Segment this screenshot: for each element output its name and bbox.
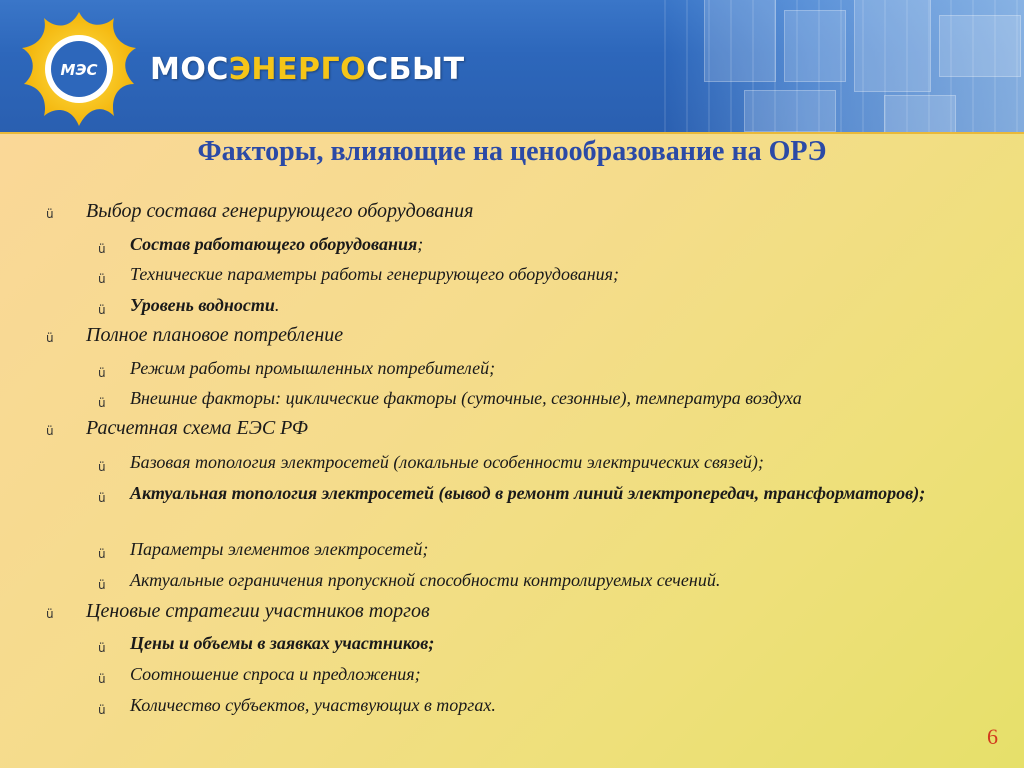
check-bullet-icon: ü — [46, 207, 54, 221]
brand-wordmark — [150, 52, 465, 87]
sub-bullet-item — [98, 537, 950, 561]
check-bullet-icon: ü — [98, 491, 106, 505]
page-number: 6 — [987, 724, 998, 749]
check-bullet-icon: ü — [98, 641, 106, 655]
bullet-text: Выбор состава генерирующего оборудования — [86, 200, 474, 222]
sub-bullet-item — [98, 262, 950, 286]
check-bullet-icon: ü — [98, 672, 106, 686]
sub-bullet-item — [98, 662, 950, 686]
sub-bullet-item — [98, 232, 950, 256]
brand-prefix: МОС — [150, 52, 229, 87]
bullet-text: Уровень водности — [130, 295, 275, 315]
bullet-item — [46, 417, 308, 440]
header-photo-tiles — [664, 0, 1024, 134]
bullet-text: Расчетная схема ЕЭС РФ — [86, 417, 308, 439]
check-bullet-icon: ü — [46, 607, 54, 621]
bullet-text: Соотношение спроса и предложения; — [130, 664, 421, 684]
slide-title: Факторы, влияющие на ценообразование на ОРЭ — [197, 136, 827, 167]
sub-bullet-item — [98, 693, 950, 717]
bullet-text: Количество субъектов, участвующих в торгах. — [130, 695, 496, 715]
bullet-suffix: . — [274, 295, 280, 315]
check-bullet-icon: ü — [46, 424, 54, 438]
sun-swirl-icon — [18, 8, 140, 130]
bullet-text: Полное плановое потребление — [86, 324, 344, 346]
check-bullet-icon: ü — [98, 272, 106, 286]
slide-header — [0, 0, 1024, 134]
check-bullet-icon: ü — [98, 703, 106, 717]
bullet-item — [46, 200, 474, 223]
sub-bullet-item — [98, 631, 950, 655]
logo-text: МЭС — [60, 61, 98, 79]
check-bullet-icon: ü — [98, 460, 106, 474]
check-bullet-icon: ü — [46, 331, 54, 345]
bullet-item — [46, 600, 430, 623]
check-bullet-icon: ü — [98, 242, 106, 256]
bullet-item — [46, 324, 344, 347]
check-bullet-icon: ü — [98, 578, 106, 592]
bullet-text: Режим работы промышленных потребителей; — [130, 358, 496, 378]
bullet-suffix: ; — [417, 234, 424, 254]
sub-bullet-item — [98, 386, 950, 410]
bullet-text: Базовая топология электросетей (локальные особенности электрических связей); — [130, 452, 764, 472]
bullet-text: Цены и объемы в заявках участников; — [130, 633, 435, 653]
bullet-text: Актуальная топология электросетей (вывод в ремонт линий электропередач, трансформаторов); — [130, 483, 926, 503]
brand-accent: ЭНЕРГО — [228, 52, 367, 87]
bullet-text: Технические параметры работы генерирующего оборудования; — [130, 264, 619, 284]
sub-bullet-item — [98, 293, 950, 317]
bullet-text: Актуальные ограничения пропускной способности контролируемых сечений. — [130, 570, 721, 590]
bullet-text: Параметры элементов электросетей; — [130, 539, 429, 559]
check-bullet-icon: ü — [98, 366, 106, 380]
bullet-text: Состав работающего оборудования — [130, 234, 418, 254]
bullet-text: Внешние факторы: циклические факторы (суточные, сезонные), температура воздуха — [130, 388, 802, 408]
sub-bullet-item — [98, 568, 950, 592]
check-bullet-icon: ü — [98, 303, 106, 317]
check-bullet-icon: ü — [98, 547, 106, 561]
sub-bullet-item — [98, 356, 950, 380]
header-divider — [0, 132, 1024, 134]
sub-bullet-item — [98, 481, 950, 505]
check-bullet-icon: ü — [98, 396, 106, 410]
bullet-text: Ценовые стратегии участников торгов — [86, 600, 430, 622]
sub-bullet-item — [98, 450, 950, 474]
brand-suffix: СБЫТ — [366, 52, 465, 87]
